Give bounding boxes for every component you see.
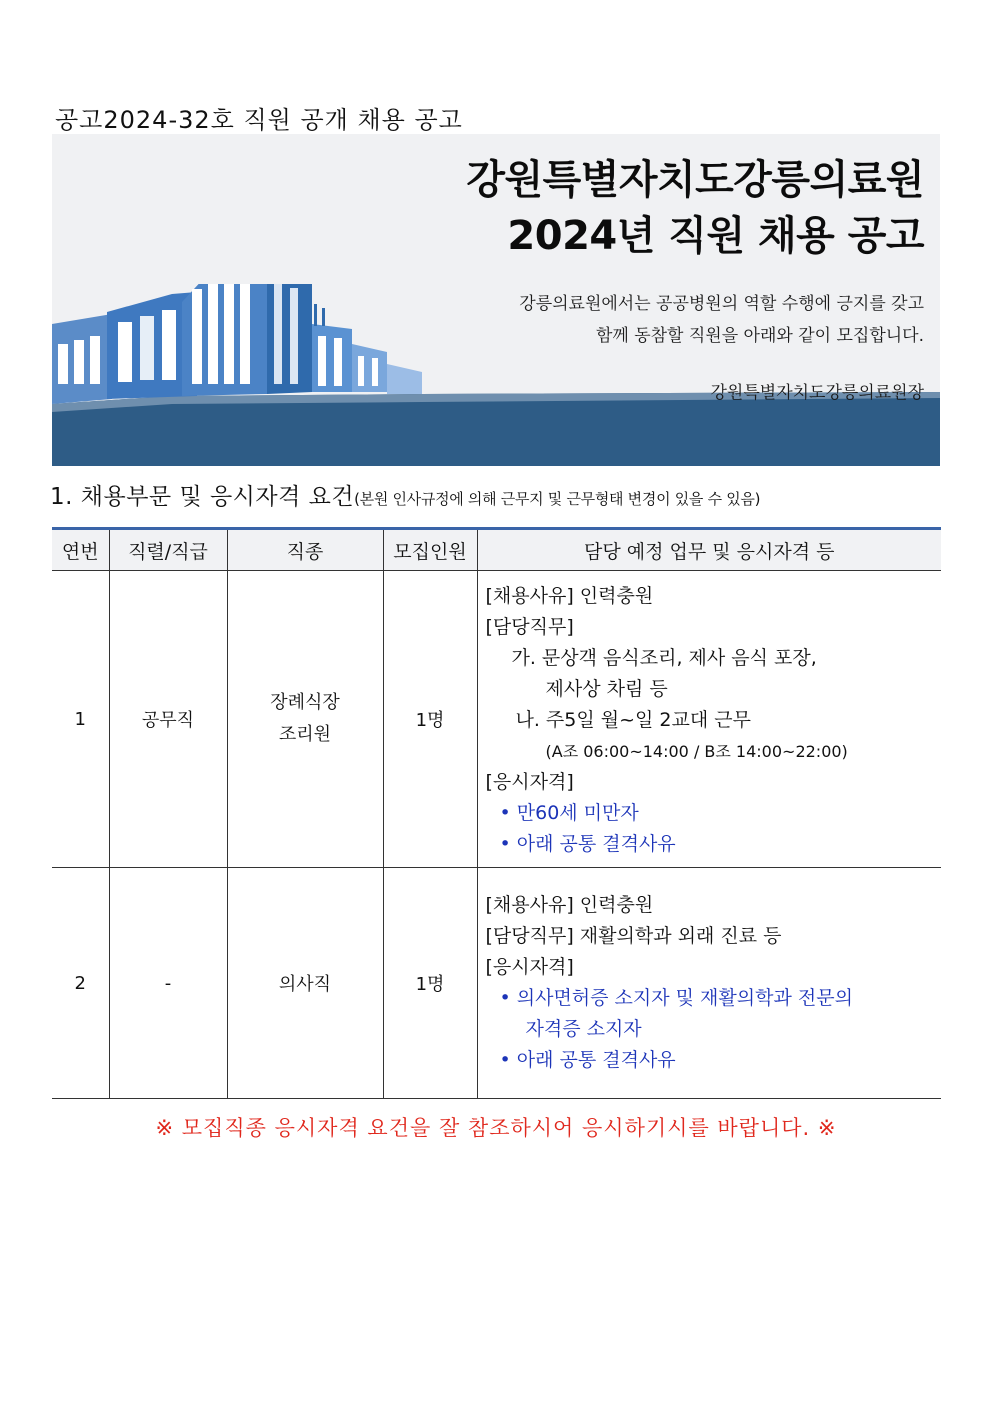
banner-intro-line1: 강릉의료원에서는 공공병원의 역할 수행에 긍지를 갖고 bbox=[519, 294, 924, 314]
banner-signature: 강원특별자치도강릉의료원장 bbox=[710, 383, 924, 403]
row-detail bbox=[477, 571, 941, 868]
detail-duty-a1: 가. 문상객 음식조리, 제사 음식 포장, bbox=[511, 647, 817, 669]
row-series: 공무직 bbox=[109, 571, 227, 868]
row-no: 2 bbox=[52, 868, 109, 1099]
detail-qual-label: [응시자격] bbox=[485, 771, 574, 793]
detail-duty-label: [담당직무] bbox=[485, 616, 574, 638]
section-note: (본원 인사규정에 의해 근무지 및 근무형태 변경이 있을 수 있음) bbox=[354, 490, 761, 508]
detail-qual-2: • 아래 공통 결격사유 bbox=[499, 1049, 676, 1071]
detail-duty-a2: 제사상 차림 등 bbox=[545, 678, 668, 700]
detail-reason: [채용사유] 인력충원 bbox=[485, 585, 654, 607]
header-no: 연번 bbox=[52, 529, 109, 571]
detail-duty-b: 나. 주5일 월~일 2교대 근무 bbox=[515, 709, 751, 731]
detail-duty-b-hours: (A조 06:00~14:00 / B조 14:00~22:00) bbox=[545, 742, 848, 761]
header-job: 직종 bbox=[227, 529, 383, 571]
footer-note: ※ 모집직종 응시자격 요건을 잘 참조하시어 응시하기시를 바랍니다. ※ bbox=[155, 1116, 837, 1140]
row-count: 1명 bbox=[383, 571, 477, 868]
detail-qual-2: • 아래 공통 결격사유 bbox=[499, 833, 676, 855]
notice-number: 공고2024-32호 직원 공개 채용 공고 bbox=[55, 106, 463, 134]
row-job: 의사직 bbox=[227, 868, 383, 1099]
banner-intro-line2: 함께 동참할 직원을 아래와 같이 모집합니다. bbox=[595, 326, 924, 346]
row-job-line1: 장례식장 bbox=[270, 692, 340, 713]
banner-title-line1: 강원특별자치도강릉의료원 bbox=[466, 157, 924, 203]
header-banner bbox=[52, 134, 940, 466]
table-row bbox=[52, 868, 941, 1099]
row-job-line2: 조리원 bbox=[278, 724, 332, 745]
recruitment-table bbox=[52, 527, 941, 1099]
banner-title-line2: 2024년 직원 채용 공고 bbox=[507, 213, 924, 259]
detail-duty: [담당직무] 재활의학과 외래 진료 등 bbox=[485, 925, 782, 947]
detail-qual-1b: 자격증 소지자 bbox=[525, 1018, 642, 1040]
banner-title bbox=[466, 152, 924, 264]
row-detail bbox=[477, 868, 941, 1099]
table-header-row bbox=[52, 529, 941, 571]
table-row bbox=[52, 571, 941, 868]
row-count: 1명 bbox=[383, 868, 477, 1099]
section-title: 1. 채용부문 및 응시자격 요건 bbox=[50, 484, 355, 510]
detail-qual-1a: • 의사면허증 소지자 및 재활의학과 전문의 bbox=[499, 987, 853, 1009]
section-heading bbox=[50, 478, 760, 511]
detail-reason: [채용사유] 인력충원 bbox=[485, 894, 654, 916]
detail-qual-label: [응시자격] bbox=[485, 956, 574, 978]
banner-intro bbox=[519, 288, 924, 352]
detail-qual-1: • 만60세 미만자 bbox=[499, 802, 639, 824]
row-no: 1 bbox=[52, 571, 109, 868]
row-series: - bbox=[109, 868, 227, 1099]
header-series: 직렬/직급 bbox=[109, 529, 227, 571]
header-detail: 담당 예정 업무 및 응시자격 등 bbox=[477, 529, 941, 571]
row-job bbox=[227, 571, 383, 868]
header-count: 모집인원 bbox=[383, 529, 477, 571]
